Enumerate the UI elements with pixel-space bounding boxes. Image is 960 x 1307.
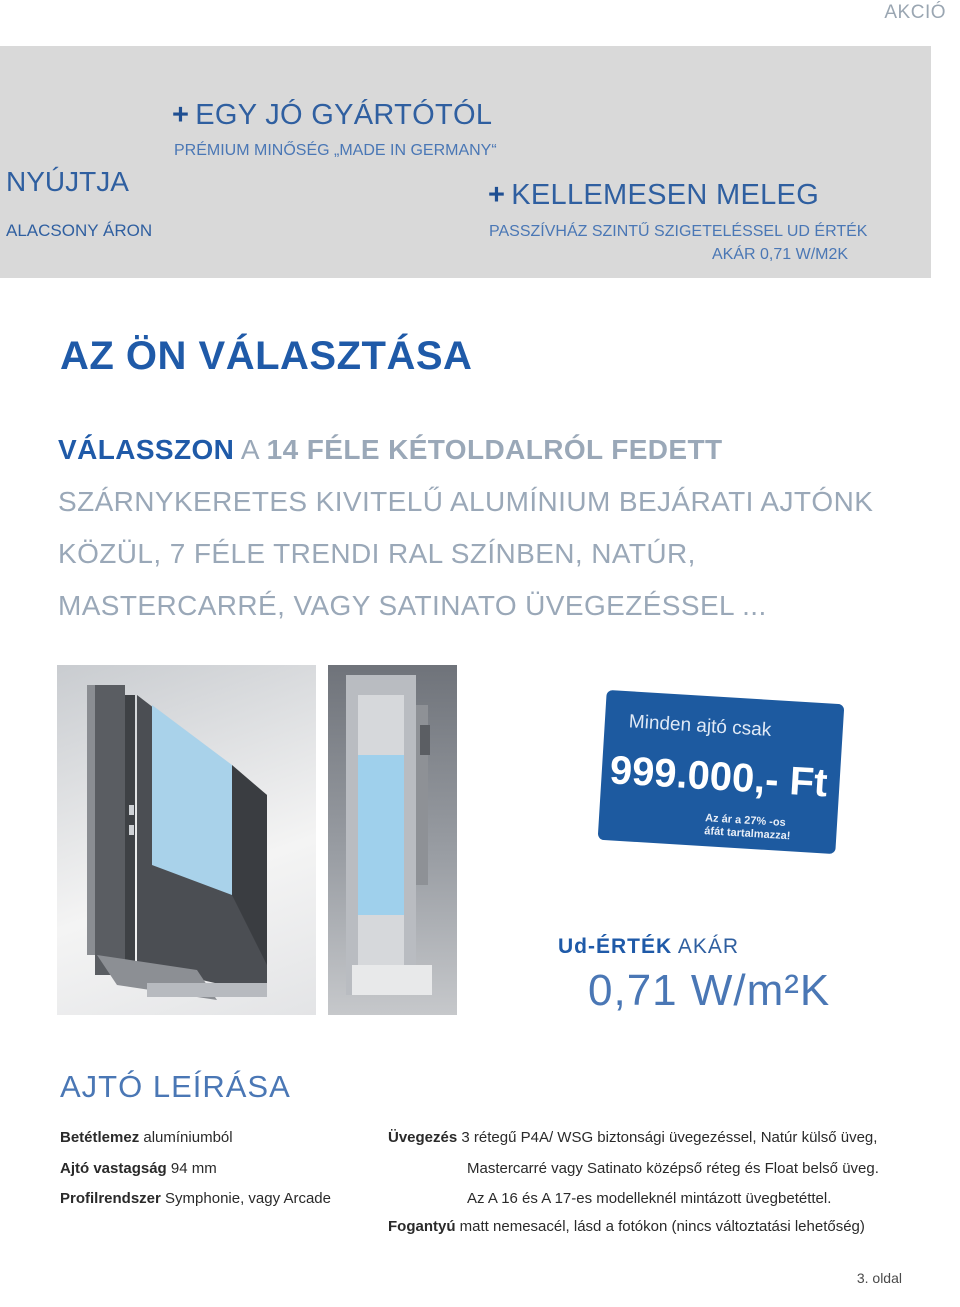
spec-value: alumíniumból [143, 1129, 233, 1146]
intro-paragraph [58, 424, 918, 632]
feature-2-subtitle-2: AKÁR 0,71 W/M2K [712, 246, 849, 263]
page-title: AZ ÖN VÁLASZTÁSA [60, 334, 473, 378]
door-section-photo [328, 665, 457, 1015]
spec-row [60, 1160, 217, 1177]
intro-text-a: A [234, 434, 267, 465]
banner-left-subtitle: ALACSONY ÁRON [6, 221, 153, 240]
price-value: 999.000,- Ft [608, 748, 829, 806]
spec-key: Fogantyú [388, 1218, 456, 1235]
ud-label-rest: AKÁR [672, 935, 740, 958]
spec-key: Betétlemez [60, 1129, 140, 1146]
intro-text-b: SZÁRNYKERETES KIVITELŰ ALUMÍNIUM BEJÁRATI AJTÓNK KÖZÜL, 7 FÉLE TRENDI RAL SZÍNBEN, NATÚR, MASTERCARRÉ, VAGY SATINATO ÜVEGEZÉSSEL ... [58, 486, 874, 621]
door-corner-photo [57, 665, 316, 1015]
ud-value: 0,71 W/m²K [588, 966, 831, 1015]
spec-row [60, 1129, 233, 1146]
spec-value: Mastercarré vagy Satinato középső réteg és Float belső üveg. [467, 1160, 879, 1177]
door-section-illustration [328, 665, 457, 1015]
price-tag-lead: Minden ajtó csak [628, 711, 772, 741]
price-tag [598, 690, 845, 854]
spec-row [388, 1129, 877, 1146]
page-number: 3. oldal [856, 1270, 902, 1286]
section-label: AKCIÓ [884, 2, 946, 23]
spec-key: Ajtó vastagság [60, 1160, 167, 1177]
ud-label [558, 935, 739, 959]
spec-key: Üvegezés [388, 1129, 458, 1146]
spec-value: matt nemesacél, lásd a fotókon (nincs változtatási lehetőség) [459, 1218, 865, 1235]
plus-icon: + [172, 99, 190, 131]
spec-key: Profilrendszer [60, 1190, 161, 1207]
plus-icon: + [488, 179, 506, 211]
feature-2-title [488, 179, 819, 212]
intro-highlight: VÁLASSZON [58, 434, 235, 465]
spec-row [467, 1190, 831, 1207]
spec-value: 94 mm [170, 1160, 217, 1177]
feature-2-text: KELLEMESEN MELEG [511, 179, 820, 211]
spec-value: Az A 16 és A 17-es modelleknél mintázott üvegbetéttel. [467, 1190, 832, 1207]
feature-1-title [172, 99, 492, 132]
feature-1-text: EGY JÓ GYÁRTÓTÓL [195, 99, 493, 131]
door-corner-illustration [57, 665, 316, 1015]
spec-row [467, 1160, 879, 1177]
feature-banner [0, 46, 931, 278]
spec-value: 3 rétegű P4A/ WSG biztonsági üvegezéssel, Natúr külső üveg, [461, 1129, 878, 1146]
intro-emphasis: 14 FÉLE KÉTOLDALRÓL FEDETT [266, 434, 723, 465]
banner-left-title: NYÚJTJA [6, 166, 129, 197]
spec-row [60, 1190, 331, 1207]
price-tax-note-1: Az ár a 27% -os [704, 812, 787, 830]
feature-1-subtitle: PRÉMIUM MINŐSÉG „MADE IN GERMANY“ [174, 142, 497, 159]
ud-label-bold: Ud-ÉRTÉK [558, 935, 673, 958]
feature-2-subtitle: PASSZÍVHÁZ SZINTŰ SZIGETELÉSSEL UD ÉRTÉK [489, 223, 868, 240]
spec-row [388, 1218, 865, 1235]
price-tax-note-2: áfát tartalmazza! [703, 825, 791, 843]
price-tax-note [704, 812, 792, 843]
description-title: AJTÓ LEÍRÁSA [60, 1069, 291, 1104]
spec-value: Symphonie, vagy Arcade [165, 1190, 331, 1207]
